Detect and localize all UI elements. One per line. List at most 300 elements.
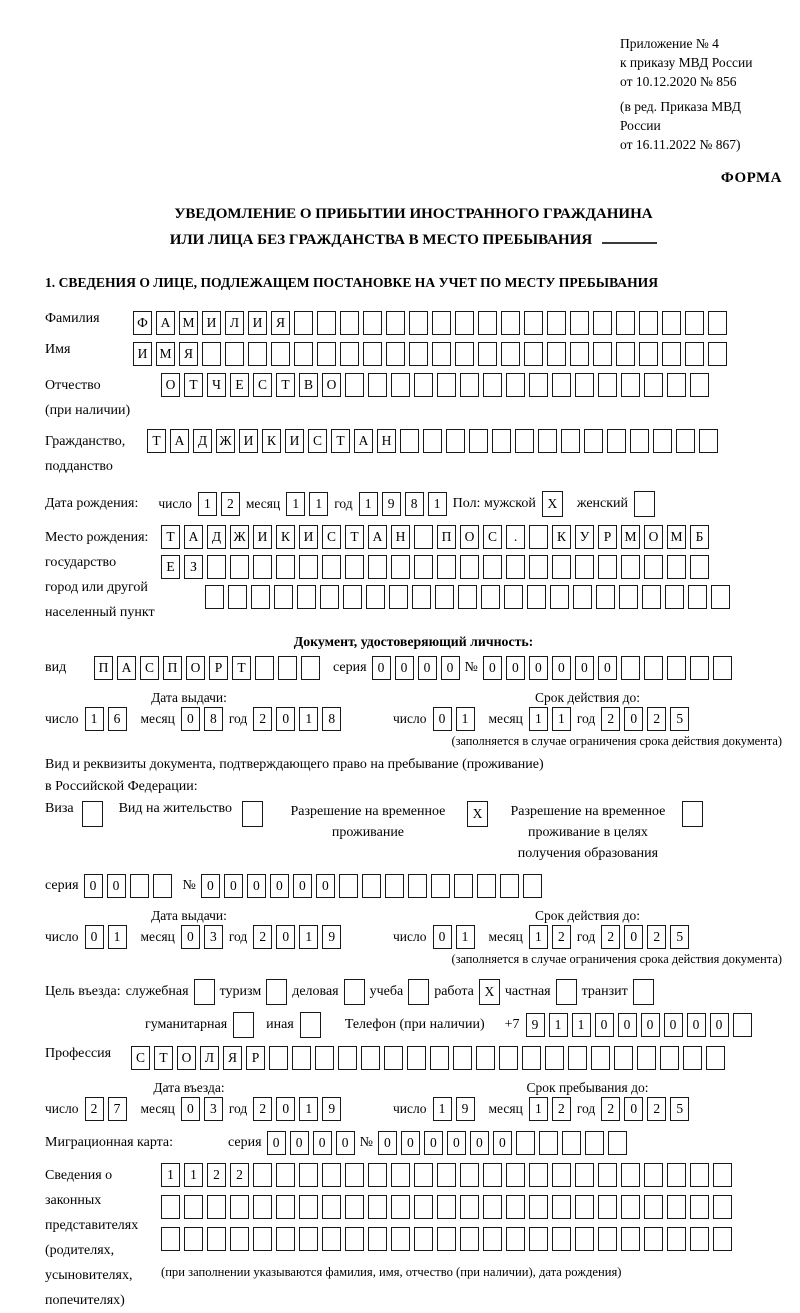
char-box[interactable]: [366, 585, 385, 609]
char-box[interactable]: 1: [286, 492, 305, 516]
char-box[interactable]: 0: [506, 656, 525, 680]
char-box[interactable]: [414, 1163, 433, 1187]
char-box[interactable]: [644, 656, 663, 680]
char-box[interactable]: [368, 555, 387, 579]
char-box[interactable]: [414, 555, 433, 579]
char-box[interactable]: [585, 1131, 604, 1155]
char-box[interactable]: 1: [456, 707, 475, 731]
char-box[interactable]: 8: [322, 707, 341, 731]
char-box[interactable]: [552, 1195, 571, 1219]
char-box[interactable]: С: [308, 429, 327, 453]
char-box[interactable]: [483, 555, 502, 579]
char-box[interactable]: [437, 1227, 456, 1251]
char-box[interactable]: 0: [313, 1131, 332, 1155]
char-box[interactable]: 2: [647, 707, 666, 731]
char-box[interactable]: [412, 585, 431, 609]
char-box[interactable]: [161, 1227, 180, 1251]
firstname-boxes[interactable]: [133, 342, 727, 366]
char-box[interactable]: [523, 874, 542, 898]
char-box[interactable]: И: [285, 429, 304, 453]
surname-boxes[interactable]: [133, 311, 727, 335]
char-box[interactable]: [733, 1013, 752, 1037]
char-box[interactable]: [300, 1012, 321, 1038]
char-box[interactable]: [575, 1195, 594, 1219]
char-box[interactable]: [345, 1227, 364, 1251]
char-box[interactable]: Б: [690, 525, 709, 549]
char-box[interactable]: [660, 1046, 679, 1070]
char-box[interactable]: [711, 585, 730, 609]
char-box[interactable]: [522, 1046, 541, 1070]
char-box[interactable]: Ж: [216, 429, 235, 453]
char-box[interactable]: X: [542, 491, 563, 517]
char-box[interactable]: [630, 429, 649, 453]
char-box[interactable]: [207, 1195, 226, 1219]
representatives-boxes-line1[interactable]: [161, 1163, 732, 1187]
char-box[interactable]: [338, 1046, 357, 1070]
char-box[interactable]: [667, 1163, 686, 1187]
char-box[interactable]: 9: [322, 1097, 341, 1121]
char-box[interactable]: [562, 1131, 581, 1155]
char-box[interactable]: [409, 311, 428, 335]
char-box[interactable]: П: [94, 656, 113, 680]
char-box[interactable]: [386, 311, 405, 335]
char-box[interactable]: 1: [299, 925, 318, 949]
char-box[interactable]: [478, 342, 497, 366]
char-box[interactable]: З: [184, 555, 203, 579]
char-box[interactable]: [633, 979, 654, 1005]
char-box[interactable]: [460, 373, 479, 397]
char-box[interactable]: 2: [552, 1097, 571, 1121]
char-box[interactable]: Я: [179, 342, 198, 366]
char-box[interactable]: 9: [456, 1097, 475, 1121]
char-box[interactable]: [363, 342, 382, 366]
char-box[interactable]: Т: [161, 525, 180, 549]
char-box[interactable]: 0: [618, 1013, 637, 1037]
iddoc-issue-day[interactable]: [85, 707, 127, 731]
char-box[interactable]: 1: [529, 1097, 548, 1121]
char-box[interactable]: [432, 342, 451, 366]
char-box[interactable]: 1: [108, 925, 127, 949]
char-box[interactable]: [476, 1046, 495, 1070]
char-box[interactable]: [271, 342, 290, 366]
char-box[interactable]: [529, 1227, 548, 1251]
char-box[interactable]: [292, 1046, 311, 1070]
char-box[interactable]: И: [239, 429, 258, 453]
char-box[interactable]: [527, 585, 546, 609]
char-box[interactable]: [278, 656, 297, 680]
representatives-boxes-line3[interactable]: [161, 1227, 732, 1251]
char-box[interactable]: [130, 874, 149, 898]
char-box[interactable]: [713, 1195, 732, 1219]
char-box[interactable]: [552, 373, 571, 397]
char-box[interactable]: 0: [493, 1131, 512, 1155]
char-box[interactable]: [458, 585, 477, 609]
char-box[interactable]: 1: [456, 925, 475, 949]
char-box[interactable]: [455, 342, 474, 366]
char-box[interactable]: [233, 1012, 254, 1038]
representatives-boxes-line2[interactable]: [161, 1195, 732, 1219]
iddoc-valid-day[interactable]: [433, 707, 475, 731]
char-box[interactable]: 0: [276, 707, 295, 731]
char-box[interactable]: [400, 429, 419, 453]
char-box[interactable]: [414, 1195, 433, 1219]
char-box[interactable]: [516, 1131, 535, 1155]
resdoc-valid-month[interactable]: [529, 925, 571, 949]
char-box[interactable]: [639, 342, 658, 366]
char-box[interactable]: С: [140, 656, 159, 680]
char-box[interactable]: 0: [575, 656, 594, 680]
doc-series-boxes[interactable]: [372, 656, 460, 680]
char-box[interactable]: 0: [201, 874, 220, 898]
char-box[interactable]: [644, 1227, 663, 1251]
char-box[interactable]: [506, 1163, 525, 1187]
char-box[interactable]: [460, 1195, 479, 1219]
char-box[interactable]: Т: [232, 656, 251, 680]
char-box[interactable]: [276, 555, 295, 579]
char-box[interactable]: С: [322, 525, 341, 549]
char-box[interactable]: [361, 1046, 380, 1070]
char-box[interactable]: [667, 373, 686, 397]
char-box[interactable]: [414, 1227, 433, 1251]
char-box[interactable]: [460, 1227, 479, 1251]
char-box[interactable]: А: [368, 525, 387, 549]
char-box[interactable]: [368, 1163, 387, 1187]
purpose-study-checkbox[interactable]: [408, 979, 429, 1005]
char-box[interactable]: [504, 585, 523, 609]
char-box[interactable]: [690, 373, 709, 397]
char-box[interactable]: 1: [309, 492, 328, 516]
char-box[interactable]: Ч: [207, 373, 226, 397]
char-box[interactable]: [253, 1227, 272, 1251]
char-box[interactable]: [616, 342, 635, 366]
char-box[interactable]: 0: [418, 656, 437, 680]
char-box[interactable]: [384, 1046, 403, 1070]
char-box[interactable]: 0: [424, 1131, 443, 1155]
char-box[interactable]: [437, 373, 456, 397]
char-box[interactable]: [481, 585, 500, 609]
char-box[interactable]: М: [667, 525, 686, 549]
char-box[interactable]: М: [621, 525, 640, 549]
char-box[interactable]: [315, 1046, 334, 1070]
char-box[interactable]: [391, 1163, 410, 1187]
char-box[interactable]: 2: [253, 707, 272, 731]
char-box[interactable]: [713, 656, 732, 680]
char-box[interactable]: [294, 342, 313, 366]
char-box[interactable]: И: [299, 525, 318, 549]
char-box[interactable]: К: [276, 525, 295, 549]
char-box[interactable]: 1: [299, 1097, 318, 1121]
char-box[interactable]: 2: [221, 492, 240, 516]
char-box[interactable]: [644, 1195, 663, 1219]
char-box[interactable]: [639, 311, 658, 335]
char-box[interactable]: У: [575, 525, 594, 549]
char-box[interactable]: [667, 1227, 686, 1251]
char-box[interactable]: [253, 1195, 272, 1219]
char-box[interactable]: О: [322, 373, 341, 397]
char-box[interactable]: 2: [253, 925, 272, 949]
char-box[interactable]: 0: [290, 1131, 309, 1155]
char-box[interactable]: [529, 373, 548, 397]
char-box[interactable]: Ф: [133, 311, 152, 335]
char-box[interactable]: .: [506, 525, 525, 549]
char-box[interactable]: 0: [270, 874, 289, 898]
char-box[interactable]: [690, 1227, 709, 1251]
char-box[interactable]: П: [437, 525, 456, 549]
char-box[interactable]: 1: [428, 492, 447, 516]
char-box[interactable]: [524, 342, 543, 366]
char-box[interactable]: М: [156, 342, 175, 366]
char-box[interactable]: 1: [359, 492, 378, 516]
char-box[interactable]: [634, 491, 655, 517]
char-box[interactable]: [407, 1046, 426, 1070]
char-box[interactable]: [386, 342, 405, 366]
char-box[interactable]: [299, 1163, 318, 1187]
char-box[interactable]: [460, 555, 479, 579]
char-box[interactable]: [345, 555, 364, 579]
char-box[interactable]: Р: [246, 1046, 265, 1070]
char-box[interactable]: [529, 1195, 548, 1219]
iddoc-issue-month[interactable]: [181, 707, 223, 731]
char-box[interactable]: 0: [401, 1131, 420, 1155]
char-box[interactable]: [414, 373, 433, 397]
char-box[interactable]: [644, 373, 663, 397]
char-box[interactable]: [344, 979, 365, 1005]
char-box[interactable]: [575, 1163, 594, 1187]
purpose-official-checkbox[interactable]: [194, 979, 215, 1005]
char-box[interactable]: [391, 1195, 410, 1219]
char-box[interactable]: 2: [647, 925, 666, 949]
doc-kind-boxes[interactable]: [94, 656, 320, 680]
char-box[interactable]: 0: [293, 874, 312, 898]
char-box[interactable]: 5: [670, 1097, 689, 1121]
char-box[interactable]: [596, 585, 615, 609]
char-box[interactable]: [685, 311, 704, 335]
resdoc-series-boxes[interactable]: [84, 874, 172, 898]
char-box[interactable]: [455, 311, 474, 335]
char-box[interactable]: 0: [641, 1013, 660, 1037]
char-box[interactable]: 0: [595, 1013, 614, 1037]
char-box[interactable]: А: [170, 429, 189, 453]
char-box[interactable]: [506, 373, 525, 397]
char-box[interactable]: [184, 1227, 203, 1251]
visa-checkbox[interactable]: [82, 801, 103, 827]
char-box[interactable]: 1: [85, 707, 104, 731]
stay-day[interactable]: [433, 1097, 475, 1121]
char-box[interactable]: Я: [223, 1046, 242, 1070]
char-box[interactable]: [598, 555, 617, 579]
char-box[interactable]: [552, 555, 571, 579]
iddoc-valid-year[interactable]: [601, 707, 689, 731]
char-box[interactable]: [621, 1163, 640, 1187]
birthplace-boxes-line1[interactable]: [161, 525, 709, 549]
char-box[interactable]: [575, 373, 594, 397]
char-box[interactable]: [276, 1227, 295, 1251]
char-box[interactable]: 0: [378, 1131, 397, 1155]
char-box[interactable]: [230, 1195, 249, 1219]
char-box[interactable]: [225, 342, 244, 366]
char-box[interactable]: 0: [441, 656, 460, 680]
purpose-tourism-checkbox[interactable]: [266, 979, 287, 1005]
char-box[interactable]: Т: [331, 429, 350, 453]
char-box[interactable]: [621, 555, 640, 579]
iddoc-valid-month[interactable]: [529, 707, 571, 731]
char-box[interactable]: 0: [433, 707, 452, 731]
char-box[interactable]: [343, 585, 362, 609]
phone-boxes[interactable]: [526, 1013, 752, 1037]
char-box[interactable]: [552, 1163, 571, 1187]
resdoc-valid-day[interactable]: [433, 925, 475, 949]
char-box[interactable]: 0: [624, 925, 643, 949]
char-box[interactable]: [538, 429, 557, 453]
char-box[interactable]: [269, 1046, 288, 1070]
char-box[interactable]: [619, 585, 638, 609]
char-box[interactable]: [408, 874, 427, 898]
char-box[interactable]: [368, 1227, 387, 1251]
char-box[interactable]: [299, 555, 318, 579]
char-box[interactable]: Т: [345, 525, 364, 549]
char-box[interactable]: [667, 656, 686, 680]
char-box[interactable]: 0: [598, 656, 617, 680]
char-box[interactable]: И: [253, 525, 272, 549]
char-box[interactable]: 0: [710, 1013, 729, 1037]
char-box[interactable]: 1: [529, 925, 548, 949]
char-box[interactable]: [363, 311, 382, 335]
char-box[interactable]: [483, 1195, 502, 1219]
char-box[interactable]: О: [177, 1046, 196, 1070]
char-box[interactable]: [591, 1046, 610, 1070]
char-box[interactable]: [253, 1163, 272, 1187]
temp-residence-checkbox[interactable]: [467, 801, 488, 827]
char-box[interactable]: [253, 555, 272, 579]
char-box[interactable]: О: [460, 525, 479, 549]
purpose-transit-checkbox[interactable]: [633, 979, 654, 1005]
char-box[interactable]: 8: [204, 707, 223, 731]
char-box[interactable]: 1: [529, 707, 548, 731]
char-box[interactable]: [345, 1163, 364, 1187]
char-box[interactable]: [248, 342, 267, 366]
iddoc-issue-year[interactable]: [253, 707, 341, 731]
char-box[interactable]: К: [262, 429, 281, 453]
char-box[interactable]: 7: [108, 1097, 127, 1121]
char-box[interactable]: Е: [230, 373, 249, 397]
char-box[interactable]: [690, 1163, 709, 1187]
char-box[interactable]: 8: [405, 492, 424, 516]
char-box[interactable]: 1: [198, 492, 217, 516]
char-box[interactable]: [301, 656, 320, 680]
char-box[interactable]: [294, 311, 313, 335]
char-box[interactable]: 0: [447, 1131, 466, 1155]
resdoc-valid-year[interactable]: [601, 925, 689, 949]
char-box[interactable]: [550, 585, 569, 609]
char-box[interactable]: [345, 1195, 364, 1219]
char-box[interactable]: [616, 311, 635, 335]
char-box[interactable]: Т: [184, 373, 203, 397]
entry-year[interactable]: [253, 1097, 341, 1121]
char-box[interactable]: Т: [276, 373, 295, 397]
char-box[interactable]: 3: [204, 925, 223, 949]
char-box[interactable]: 0: [85, 925, 104, 949]
char-box[interactable]: 0: [84, 874, 103, 898]
char-box[interactable]: И: [202, 311, 221, 335]
char-box[interactable]: Д: [207, 525, 226, 549]
char-box[interactable]: [483, 1163, 502, 1187]
char-box[interactable]: [506, 1227, 525, 1251]
char-box[interactable]: 0: [276, 1097, 295, 1121]
char-box[interactable]: А: [156, 311, 175, 335]
char-box[interactable]: 9: [382, 492, 401, 516]
char-box[interactable]: 0: [181, 925, 200, 949]
migcard-number-boxes[interactable]: [378, 1131, 627, 1155]
char-box[interactable]: [161, 1195, 180, 1219]
char-box[interactable]: [276, 1195, 295, 1219]
char-box[interactable]: Р: [209, 656, 228, 680]
char-box[interactable]: X: [467, 801, 488, 827]
char-box[interactable]: [676, 429, 695, 453]
birthplace-boxes-line2[interactable]: [161, 555, 709, 579]
char-box[interactable]: [598, 1163, 617, 1187]
purpose-other-checkbox[interactable]: [300, 1012, 321, 1038]
char-box[interactable]: [194, 979, 215, 1005]
char-box[interactable]: [545, 1046, 564, 1070]
char-box[interactable]: [242, 801, 263, 827]
char-box[interactable]: [584, 429, 603, 453]
char-box[interactable]: 0: [624, 1097, 643, 1121]
char-box[interactable]: 0: [267, 1131, 286, 1155]
char-box[interactable]: [430, 1046, 449, 1070]
char-box[interactable]: [506, 555, 525, 579]
char-box[interactable]: [708, 311, 727, 335]
citizenship-boxes[interactable]: [147, 429, 718, 453]
char-box[interactable]: [408, 979, 429, 1005]
char-box[interactable]: 1: [161, 1163, 180, 1187]
char-box[interactable]: О: [644, 525, 663, 549]
entry-month[interactable]: [181, 1097, 223, 1121]
char-box[interactable]: [322, 1195, 341, 1219]
char-box[interactable]: [621, 373, 640, 397]
char-box[interactable]: [683, 1046, 702, 1070]
char-box[interactable]: 0: [470, 1131, 489, 1155]
char-box[interactable]: [362, 874, 381, 898]
char-box[interactable]: [556, 979, 577, 1005]
stay-year[interactable]: [601, 1097, 689, 1121]
char-box[interactable]: 2: [230, 1163, 249, 1187]
char-box[interactable]: [570, 342, 589, 366]
doc-number-boxes[interactable]: [483, 656, 732, 680]
char-box[interactable]: [690, 1195, 709, 1219]
char-box[interactable]: С: [483, 525, 502, 549]
char-box[interactable]: [184, 1195, 203, 1219]
char-box[interactable]: [598, 1195, 617, 1219]
char-box[interactable]: [202, 342, 221, 366]
char-box[interactable]: [205, 585, 224, 609]
char-box[interactable]: Т: [154, 1046, 173, 1070]
char-box[interactable]: [414, 525, 433, 549]
char-box[interactable]: [699, 429, 718, 453]
char-box[interactable]: [708, 342, 727, 366]
char-box[interactable]: [460, 1163, 479, 1187]
char-box[interactable]: Н: [377, 429, 396, 453]
char-box[interactable]: [251, 585, 270, 609]
char-box[interactable]: [524, 311, 543, 335]
char-box[interactable]: [547, 311, 566, 335]
char-box[interactable]: 2: [552, 925, 571, 949]
char-box[interactable]: И: [133, 342, 152, 366]
char-box[interactable]: О: [186, 656, 205, 680]
char-box[interactable]: [665, 585, 684, 609]
char-box[interactable]: [500, 874, 519, 898]
char-box[interactable]: Е: [161, 555, 180, 579]
resdoc-number-boxes[interactable]: [201, 874, 542, 898]
